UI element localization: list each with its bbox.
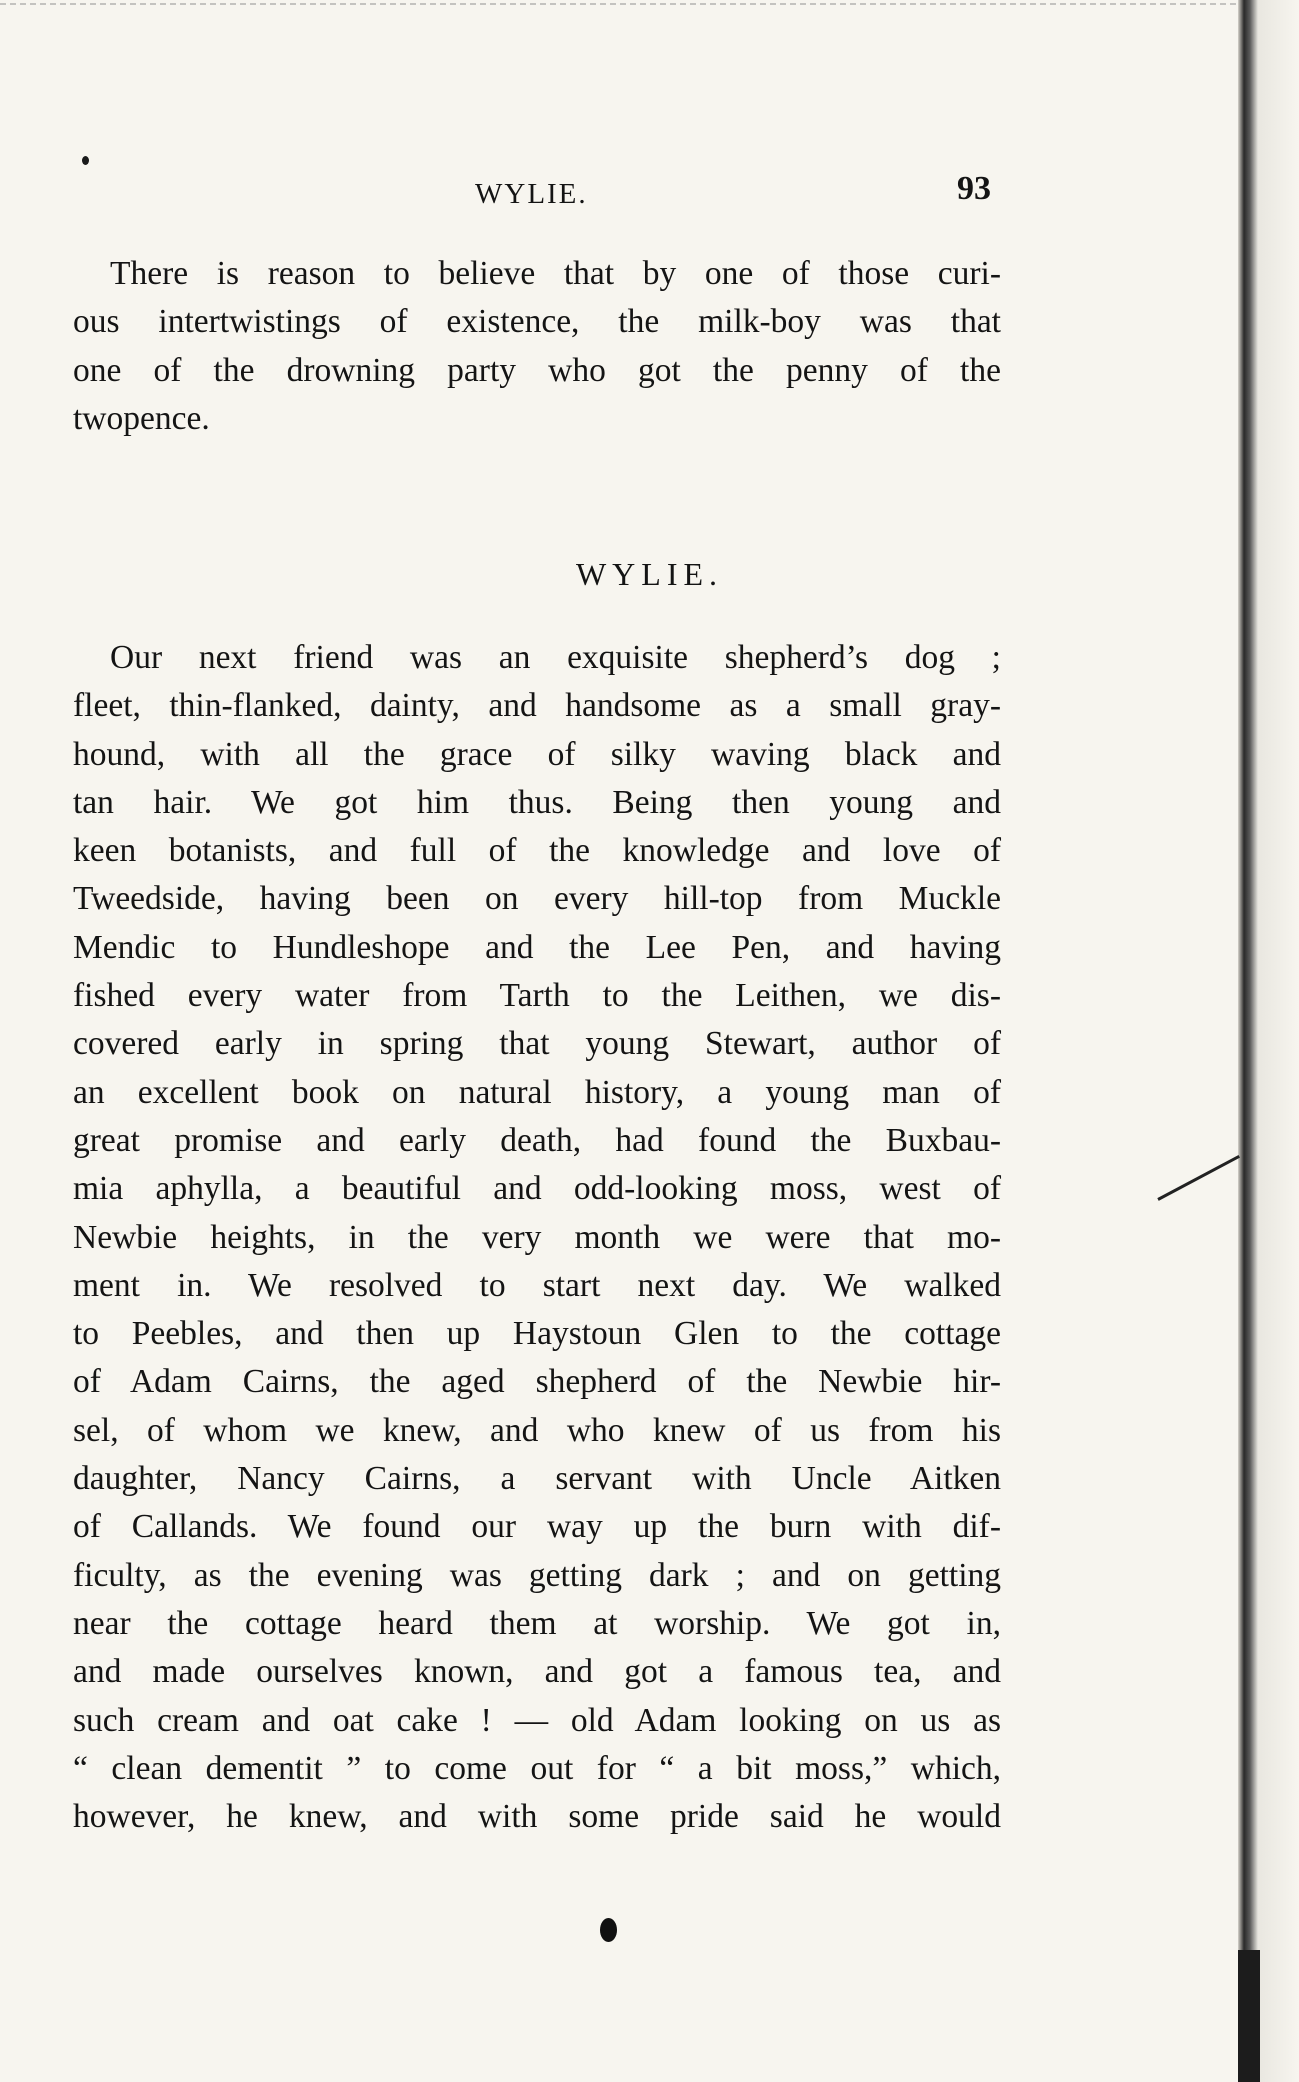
text-line: to Peebles, and then up Haystoun Glen to the cottage [73, 1315, 1001, 1353]
binding-shadow [1238, 1950, 1260, 2082]
text-line: one of the drowning party who got the penny of the [73, 351, 1001, 389]
chapter-title: WYLIE. [575, 556, 724, 592]
text-line: Our next friend was an exquisite shepherd’s dog ; [110, 639, 1001, 676]
text-line: daughter, Nancy Cairns, a servant with Uncle Aitken [73, 1460, 1001, 1498]
text-line: however, he knew, and with some pride said he would [73, 1798, 1001, 1836]
top-edge-rule [0, 3, 1240, 5]
text-line: ous intertwistings of existence, the milk-boy was that [73, 303, 1001, 341]
text-line: There is reason to believe that by one of those curi- [110, 255, 1001, 292]
text-line: mia aphylla, a beautiful and odd-looking moss, west of [73, 1170, 1001, 1208]
text-line: and made ourselves known, and got a famous tea, and [73, 1653, 1001, 1691]
text-line: of Callands. We found our way up the burn with dif- [73, 1508, 1001, 1546]
body-paragraph [73, 634, 1001, 1841]
running-title: WYLIE. [475, 178, 588, 210]
text-line: fished every water from Tarth to the Leithen, we dis- [73, 977, 1001, 1015]
text-line: great promise and early death, had found the Buxbau- [73, 1121, 1001, 1159]
text-line: ment in. We resolved to start next day. We walked [73, 1266, 1001, 1304]
text-line: Tweedside, having been on every hill-top from Muckle [73, 880, 1001, 918]
text-line: Mendic to Hundleshope and the Lee Pen, and having [73, 928, 1001, 966]
page-binding-edge [1238, 0, 1299, 2082]
page-number: 93 [957, 170, 991, 207]
text-line: such cream and oat cake ! — old Adam looking on us as [73, 1701, 1001, 1739]
text-line: near the cottage heard them at worship. We got in, [73, 1604, 1001, 1642]
text-line: keen botanists, and full of the knowledge and love of [73, 832, 1001, 870]
ink-blot [600, 1918, 617, 1942]
text-line: fleet, thin-flanked, dainty, and handsome as a small gray- [73, 687, 1001, 725]
text-line: covered early in spring that young Stewart, author of [73, 1025, 1001, 1063]
text-line: sel, of whom we knew, and who knew of us from his [73, 1411, 1001, 1449]
text-line: tan hair. We got him thus. Being then young and [73, 783, 1001, 821]
text-line: Newbie heights, in the very month we were that mo- [73, 1218, 1001, 1256]
ink-speck [82, 156, 89, 165]
text-line: “ clean dementit ” to come out for “ a bit moss,” which, [73, 1749, 1001, 1787]
intro-paragraph [73, 250, 1001, 443]
text-line: of Adam Cairns, the aged shepherd of the Newbie hir- [73, 1363, 1001, 1401]
text-line: twopence. [73, 399, 210, 437]
text-line: ficulty, as the evening was getting dark ; and on getting [73, 1556, 1001, 1594]
text-line: an excellent book on natural history, a young man of [73, 1073, 1001, 1111]
text-line: hound, with all the grace of silky waving black and [73, 735, 1001, 773]
pencil-mark [1157, 1155, 1240, 1201]
